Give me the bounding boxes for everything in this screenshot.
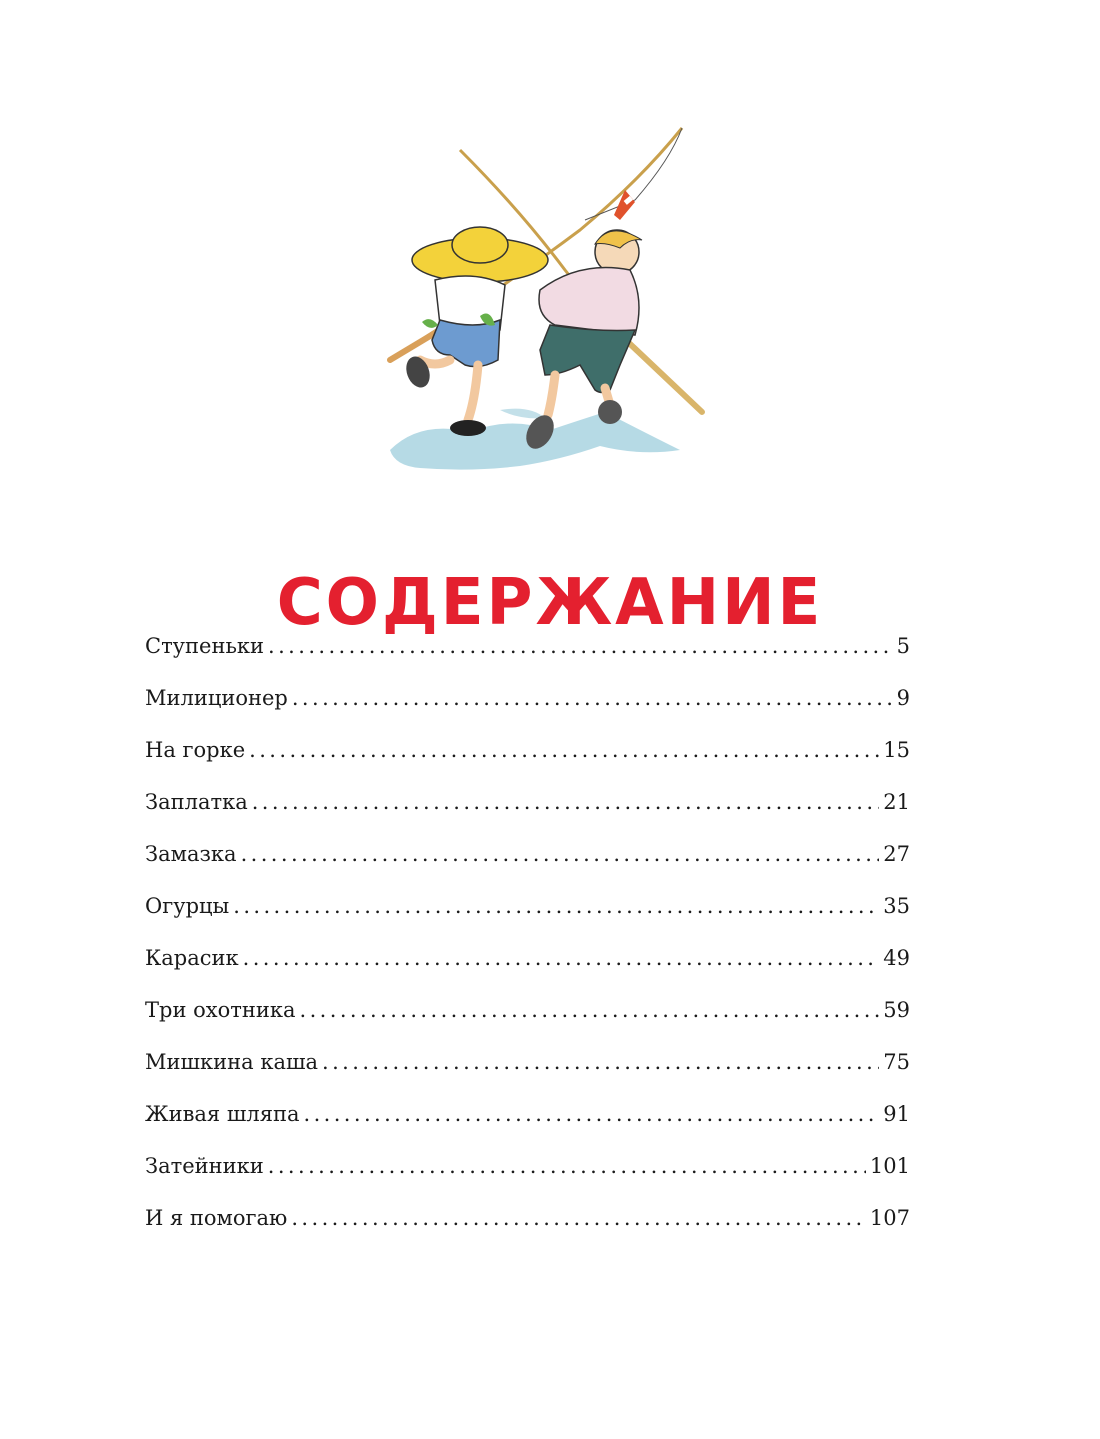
toc-entry-page: 107 xyxy=(869,1206,910,1230)
toc-entry[interactable] xyxy=(145,992,910,1044)
toc-entry[interactable] xyxy=(145,628,910,680)
boys-with-fishing-rods-image xyxy=(380,120,720,480)
table-of-contents xyxy=(145,628,910,1252)
toc-entry-title: Огурцы xyxy=(145,894,230,918)
toc-entry[interactable] xyxy=(145,940,910,992)
dot-leader xyxy=(304,1096,880,1132)
toc-entry-page: 91 xyxy=(883,1102,910,1126)
dot-leader xyxy=(249,732,879,768)
dot-leader xyxy=(291,1200,866,1236)
toc-entry-page: 9 xyxy=(896,686,910,710)
toc-entry-page: 5 xyxy=(896,634,910,658)
toc-entry[interactable] xyxy=(145,1200,910,1252)
toc-entry-title: На горке xyxy=(145,738,246,762)
dot-leader xyxy=(233,888,879,924)
toc-entry-title: Ступеньки xyxy=(145,634,265,658)
dot-leader xyxy=(300,992,880,1028)
toc-entry-title: Мишкина каша xyxy=(145,1050,319,1074)
illustration-boys-fishing xyxy=(380,120,720,480)
toc-entry[interactable] xyxy=(145,680,910,732)
dot-leader xyxy=(241,836,880,872)
toc-entry-title: Карасик xyxy=(145,946,239,970)
toc-entry-page: 15 xyxy=(883,738,910,762)
toc-entry-page: 21 xyxy=(883,790,910,814)
toc-entry-title: Три охотника xyxy=(145,998,296,1022)
toc-entry[interactable] xyxy=(145,784,910,836)
toc-entry[interactable] xyxy=(145,888,910,940)
page-title: СОДЕРЖАНИЕ xyxy=(276,565,824,640)
toc-entry-title: Замазка xyxy=(145,842,237,866)
toc-entry-page: 75 xyxy=(883,1050,910,1074)
dot-leader xyxy=(268,1148,866,1184)
toc-entry-page: 59 xyxy=(883,998,910,1022)
toc-entry[interactable] xyxy=(145,1044,910,1096)
toc-entry-page: 27 xyxy=(883,842,910,866)
dot-leader xyxy=(252,784,880,820)
toc-entry-title: Милиционер xyxy=(145,686,288,710)
toc-entry-title: Заплатка xyxy=(145,790,248,814)
toc-entry[interactable] xyxy=(145,836,910,888)
dot-leader xyxy=(243,940,880,976)
dot-leader xyxy=(292,680,893,716)
toc-entry[interactable] xyxy=(145,732,910,784)
toc-entry[interactable] xyxy=(145,1148,910,1200)
toc-entry[interactable] xyxy=(145,1096,910,1148)
toc-entry-title: Живая шляпа xyxy=(145,1102,300,1126)
toc-entry-title: Затейники xyxy=(145,1154,264,1178)
toc-entry-page: 101 xyxy=(869,1154,910,1178)
toc-entry-title: И я помогаю xyxy=(145,1206,288,1230)
toc-entry-page: 35 xyxy=(883,894,910,918)
dot-leader xyxy=(322,1044,879,1080)
toc-entry-page: 49 xyxy=(883,946,910,970)
dot-leader xyxy=(268,628,893,664)
